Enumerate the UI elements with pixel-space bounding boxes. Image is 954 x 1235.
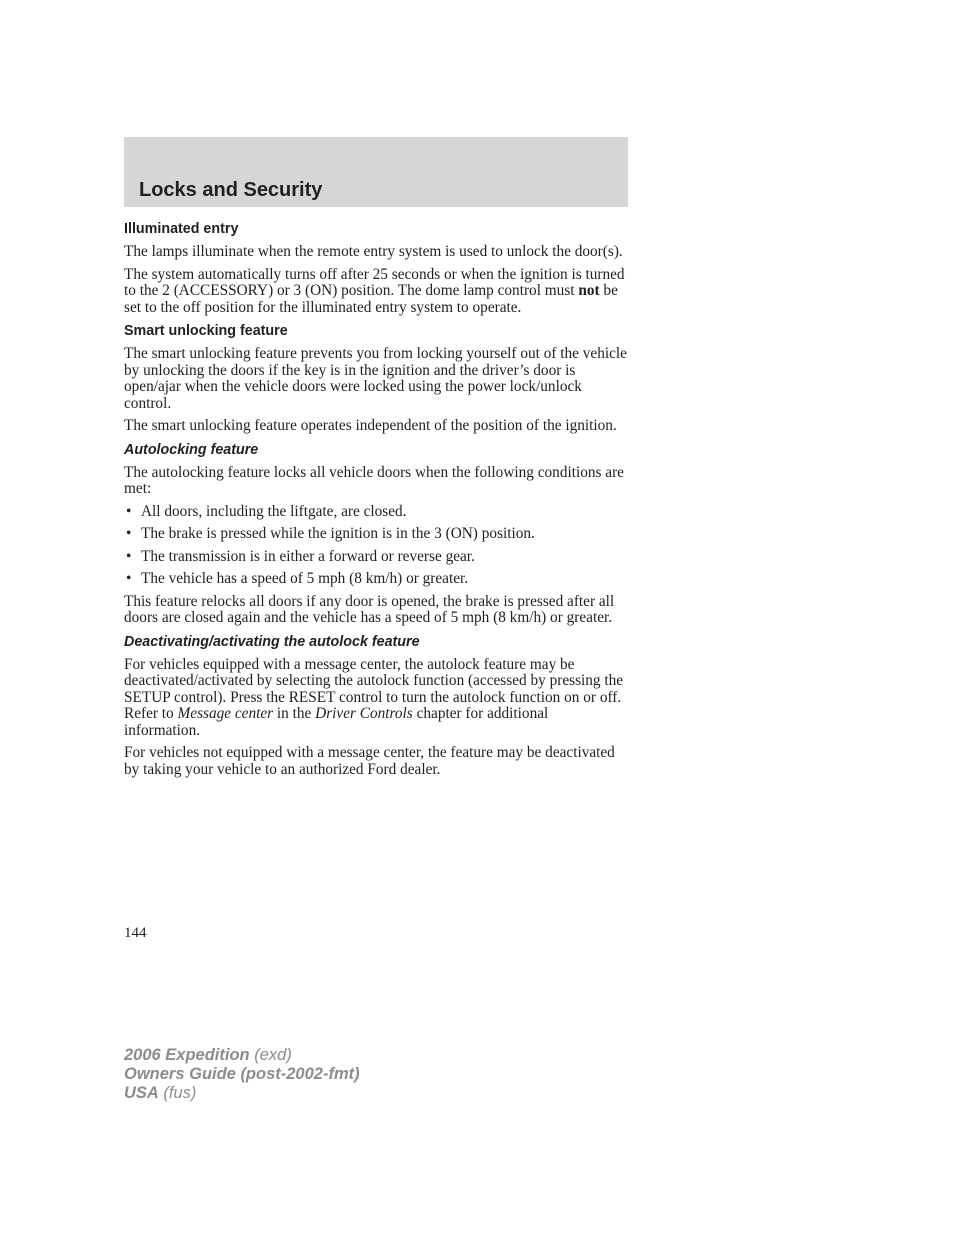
heading-deactivating-autolock: Deactivating/activating the autolock feature: [124, 633, 420, 650]
paragraph: The lamps illuminate when the remote entry system is used to unlock the door(s).: [124, 243, 623, 260]
bold-text: not: [578, 282, 600, 299]
conditions-list: [124, 504, 628, 588]
footer-model-code: (exd): [249, 1046, 292, 1064]
list-item: [124, 526, 628, 543]
paragraph: The smart unlocking feature operates independent of the position of the ignition.: [124, 417, 617, 434]
paragraph: [124, 657, 628, 740]
page-number: 144: [124, 925, 147, 941]
footer-line: [124, 1046, 360, 1065]
text-run: be set to the off position for the illuminated entry system to operate.: [124, 282, 618, 316]
text-run: The system automatically turns off after 25 seconds or when the ignition is turned to the 2 (ACCESSORY) or 3 (ON) position. The dome lamp control must: [124, 265, 625, 299]
bullet-icon: •: [126, 502, 132, 520]
list-item: [124, 504, 628, 521]
italic-reference: Message center: [177, 705, 274, 722]
list-item-text: The brake is pressed while the ignition is in the 3 (ON) position.: [141, 525, 535, 542]
footer-line: [124, 1084, 360, 1103]
paragraph: This feature relocks all doors if any door is opened, the brake is pressed after all doors are closed again and the vehicle has a speed of 5 mph (8 km/h) or greater.: [124, 592, 615, 626]
paragraph: The autolocking feature locks all vehicle doors when the following conditions are met:: [124, 463, 624, 497]
page-content: [124, 220, 628, 784]
bullet-icon: •: [126, 525, 132, 542]
list-item: [124, 571, 628, 588]
text-run: chapter for additional information.: [124, 705, 549, 739]
text-run: For vehicles equipped with a message center, the autolock feature may be deactivated/activated by selecting the autolock function (accessed by pressing the SETUP control). Press the RESET control to turn the autolock function on or off. Refer to: [124, 655, 624, 722]
text-run: in the: [273, 705, 316, 722]
list-item-text: The transmission is in either a forward or reverse gear.: [141, 547, 475, 565]
chapter-title: Locks and Security: [139, 179, 323, 201]
bullet-icon: •: [126, 547, 132, 565]
heading-smart-unlocking: Smart unlocking feature: [124, 323, 288, 339]
bullet-icon: •: [126, 570, 132, 587]
footer-guide: Owners Guide (post-2002-fmt): [124, 1065, 360, 1083]
list-item: [124, 549, 628, 566]
list-item-text: The vehicle has a speed of 5 mph (8 km/h) or greater.: [141, 570, 469, 587]
footer-market-code: (fus): [158, 1084, 197, 1102]
footer-model: 2006 Expedition: [124, 1046, 250, 1064]
list-item-text: All doors, including the liftgate, are closed.: [141, 502, 407, 520]
heading-illuminated-entry: Illuminated entry: [124, 221, 239, 237]
footer-market: USA: [124, 1084, 159, 1102]
document-footer: [124, 1046, 360, 1103]
paragraph: The smart unlocking feature prevents you from locking yourself out of the vehicle by unlocking the doors if the key is in the ignition and the driver’s door is open/ajar when the vehicle doors were locked using the power lock/unlock control.: [124, 345, 627, 412]
paragraph: [124, 267, 628, 317]
footer-line: [124, 1065, 360, 1084]
italic-reference: Driver Controls: [315, 705, 413, 722]
chapter-header: [124, 137, 628, 207]
paragraph: For vehicles not equipped with a message center, the feature may be deactivated by taking your vehicle to an authorized Ford dealer.: [124, 744, 615, 778]
heading-autolocking: Autolocking feature: [124, 441, 259, 458]
